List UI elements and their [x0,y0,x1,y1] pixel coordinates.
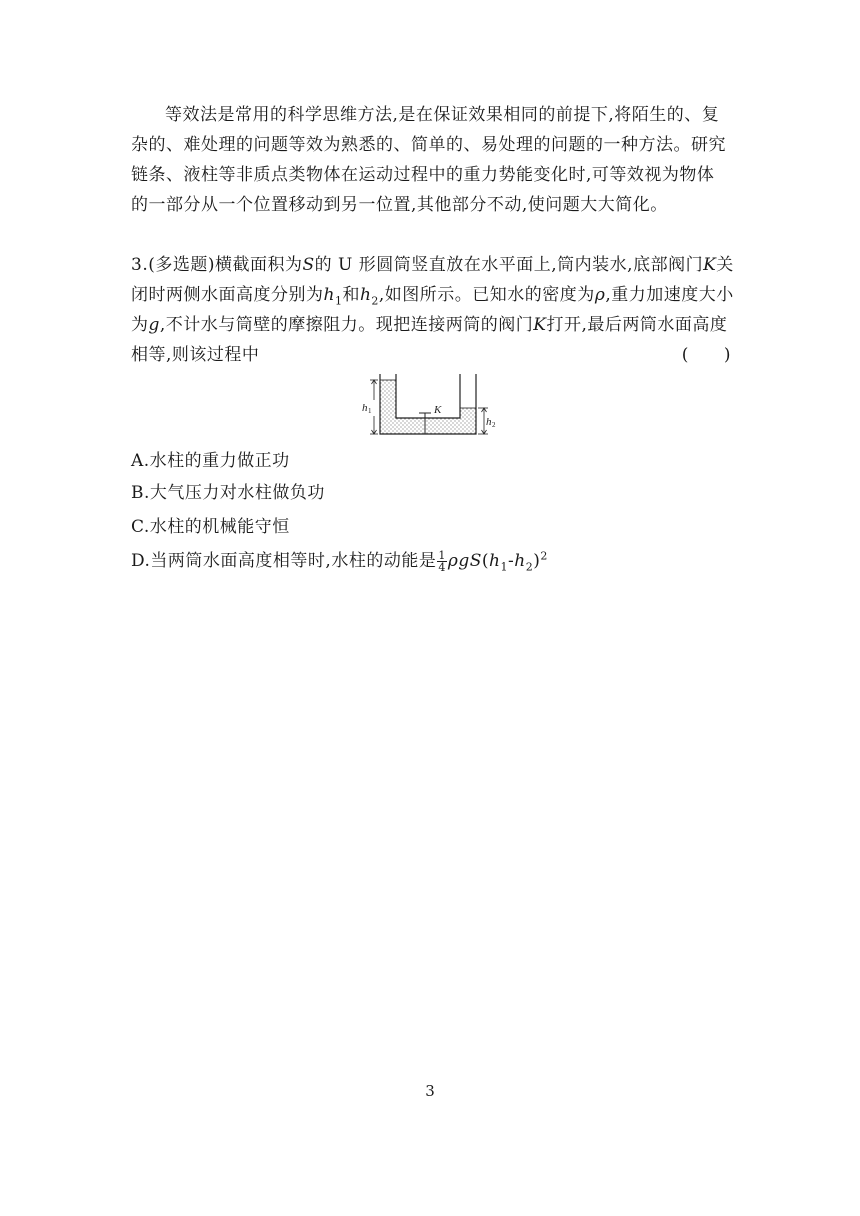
text-span: 关 [716,255,734,275]
superscript: 2 [540,549,548,563]
fraction-denominator: 4 [438,561,446,574]
fraction-numerator: 1 [438,549,446,562]
h2-label-sub: 2 [492,421,496,429]
var-g: g [148,315,160,335]
k-label: K [434,404,442,416]
var-rho: ρ [447,551,459,571]
text-span: 闭时两侧水面高度分别为 [131,285,324,305]
text-span: ,如图所示。已知水的密度为 [378,285,595,305]
page-number: 3 [425,1082,435,1100]
text-span: 相等,则该过程中 [131,345,260,365]
text-span: 的 U 形圆筒竖直放在水平面上,筒内装水,底部阀门 [314,255,704,275]
subscript: 2 [371,294,379,308]
var-h: h [514,551,526,571]
question-line-3 [131,310,731,340]
text-span: 和 [342,285,360,305]
u-tube-diagram [358,372,508,442]
text-span: 为 [131,315,149,335]
minus-sign: - [507,551,515,571]
var-k: K [533,315,547,335]
inner-wall [396,374,460,418]
text-span: ,重力加速度大小 [605,285,734,305]
answer-parenthesis: ( ) [681,345,731,365]
subscript: 1 [500,560,508,574]
option-a: A.水柱的重力做正功 [131,451,290,471]
paren-close: ) [533,551,541,571]
h1-label-sub: 1 [368,407,372,415]
var-s: S [469,551,482,571]
var-h: h [359,285,372,305]
h1-label: h [362,402,368,414]
option-d [131,546,731,576]
paren-open: ( [481,551,490,571]
intro-paragraph: 等效法是常用的科学思维方法,是在保证效果相同的前提下,将陌生的、复杂的、难处理的问题等效为熟悉的、简单的、易处理的问题的一种方法。研究链条、液柱等非质点类物体在运动过程中的重力势能变化时,可等效视为物体的一部分从一个位置移动到另一位置,其他部分不动,使问题大大简化。 [131,105,726,215]
question-line-1 [131,250,734,280]
text-span: 3.(多选题)横截面积为 [131,255,303,275]
var-rho: ρ [594,285,606,305]
subscript: 1 [334,294,343,308]
u-tube-figure [358,372,508,442]
question-line-2 [131,280,734,310]
question-line-4 [131,340,731,370]
water-fill [380,380,476,434]
var-h: h [489,551,501,571]
h2-label: h [486,416,492,428]
text-span: ,不计水与筒壁的摩擦阻力。现把连接两筒的阀门 [159,315,534,335]
option-b: B.大气压力对水柱做负功 [131,483,325,503]
var-s: S [302,255,315,275]
option-c: C.水柱的机械能守恒 [131,517,290,537]
var-h: h [323,285,335,305]
subscript: 2 [525,560,534,574]
var-g: g [458,551,470,571]
var-k: K [703,255,717,275]
fraction [437,550,447,573]
text-span: 打开,最后两筒水面高度 [546,315,728,335]
text-span: D.当两筒水面高度相等时,水柱的动能是 [131,551,437,571]
